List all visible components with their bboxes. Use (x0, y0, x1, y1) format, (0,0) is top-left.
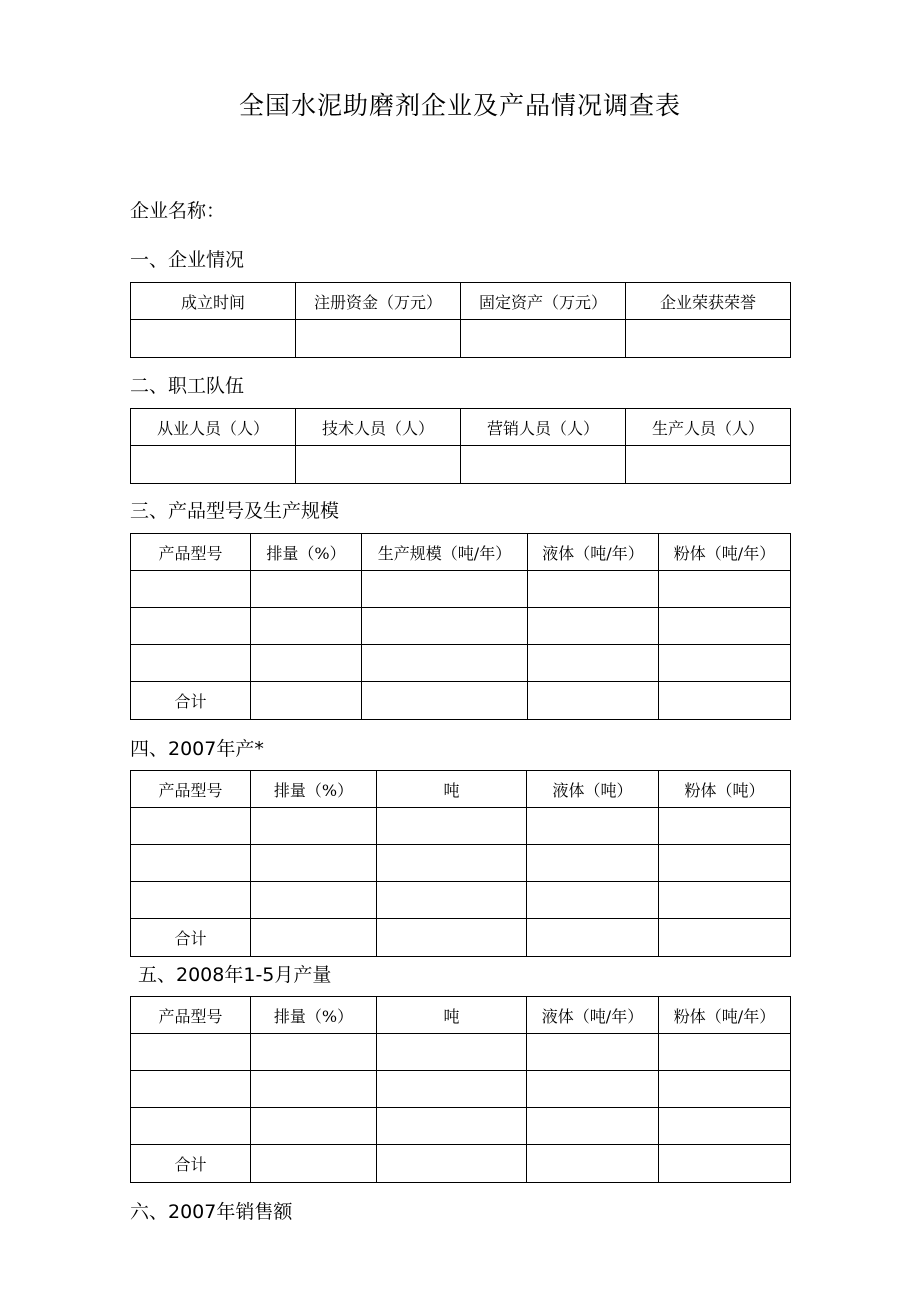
col-header: 排量（%） (251, 997, 377, 1034)
table-row (131, 645, 791, 682)
col-header: 企业荣获荣誉 (626, 283, 791, 320)
input-cell[interactable] (131, 571, 251, 608)
section-4-heading: 四、2007年产* (130, 738, 264, 760)
col-header: 排量（%） (251, 771, 377, 808)
table-row (131, 608, 791, 645)
input-cell[interactable] (251, 682, 362, 720)
input-cell[interactable] (362, 645, 528, 682)
col-header: 粉体（吨） (659, 771, 791, 808)
col-header: 液体（吨/年） (527, 997, 659, 1034)
input-cell[interactable] (527, 808, 659, 845)
total-row (131, 682, 791, 720)
input-cell[interactable] (131, 1071, 251, 1108)
input-cell[interactable] (131, 320, 296, 358)
input-cell[interactable] (251, 1108, 377, 1145)
input-cell[interactable] (251, 1145, 377, 1183)
input-cell[interactable] (296, 320, 461, 358)
input-cell[interactable] (659, 571, 791, 608)
input-cell[interactable] (528, 645, 659, 682)
production-2007-table (130, 770, 791, 957)
product-scale-table (130, 533, 791, 720)
col-header: 粉体（吨/年） (659, 997, 791, 1034)
input-cell[interactable] (527, 1071, 659, 1108)
col-header: 从业人员（人） (131, 409, 296, 446)
col-header: 产品型号 (131, 997, 251, 1034)
table-row (131, 882, 791, 919)
input-cell[interactable] (527, 919, 659, 957)
input-cell[interactable] (377, 882, 527, 919)
col-header: 液体（吨/年） (528, 534, 659, 571)
section-1-heading: 一、企业情况 (130, 249, 245, 271)
input-cell[interactable] (251, 882, 377, 919)
input-cell[interactable] (659, 845, 791, 882)
col-header: 营销人员（人） (461, 409, 626, 446)
input-cell[interactable] (362, 682, 528, 720)
input-cell[interactable] (527, 845, 659, 882)
input-cell[interactable] (362, 571, 528, 608)
input-cell[interactable] (251, 645, 362, 682)
input-cell[interactable] (251, 919, 377, 957)
input-cell[interactable] (377, 808, 527, 845)
input-cell[interactable] (659, 645, 791, 682)
total-row (131, 1145, 791, 1183)
table-row (131, 571, 791, 608)
col-header: 生产人员（人） (626, 409, 791, 446)
input-cell[interactable] (362, 608, 528, 645)
col-header: 产品型号 (131, 771, 251, 808)
input-cell[interactable] (377, 1034, 527, 1071)
input-cell[interactable] (659, 1071, 791, 1108)
col-header: 液体（吨） (527, 771, 659, 808)
col-header: 吨 (377, 997, 527, 1034)
input-cell[interactable] (251, 845, 377, 882)
total-label: 合计 (131, 919, 251, 957)
company-info-table (130, 282, 791, 358)
input-cell[interactable] (659, 882, 791, 919)
table-row (131, 1108, 791, 1145)
input-cell[interactable] (131, 446, 296, 484)
production-2008-table (130, 996, 791, 1183)
input-cell[interactable] (659, 682, 791, 720)
input-cell[interactable] (659, 919, 791, 957)
input-cell[interactable] (626, 446, 791, 484)
input-cell[interactable] (626, 320, 791, 358)
staff-table (130, 408, 791, 484)
col-header: 排量（%） (251, 534, 362, 571)
input-cell[interactable] (131, 808, 251, 845)
input-cell[interactable] (659, 1108, 791, 1145)
section-2-heading: 二、职工队伍 (130, 375, 245, 397)
section-5-heading: 五、2008年1-5月产量 (138, 964, 332, 986)
input-cell[interactable] (377, 1071, 527, 1108)
input-cell[interactable] (131, 1108, 251, 1145)
col-header: 技术人员（人） (296, 409, 461, 446)
input-cell[interactable] (251, 571, 362, 608)
col-header: 注册资金（万元） (296, 283, 461, 320)
input-cell[interactable] (527, 882, 659, 919)
input-cell[interactable] (131, 645, 251, 682)
col-header: 吨 (377, 771, 527, 808)
col-header: 生产规模（吨/年） (362, 534, 528, 571)
input-cell[interactable] (528, 682, 659, 720)
input-cell[interactable] (659, 1145, 791, 1183)
input-cell[interactable] (659, 808, 791, 845)
input-cell[interactable] (659, 1034, 791, 1071)
table-row (131, 808, 791, 845)
table-row (131, 845, 791, 882)
company-name-label: 企业名称： (130, 200, 226, 222)
input-cell[interactable] (527, 1108, 659, 1145)
input-cell[interactable] (251, 1034, 377, 1071)
section-3-heading: 三、产品型号及生产规模 (130, 500, 340, 522)
table-row (131, 1071, 791, 1108)
col-header: 成立时间 (131, 283, 296, 320)
table-row (131, 1034, 791, 1071)
input-cell[interactable] (251, 1071, 377, 1108)
input-cell[interactable] (527, 1034, 659, 1071)
col-header: 固定资产（万元） (461, 283, 626, 320)
input-cell[interactable] (659, 608, 791, 645)
section-6-heading: 六、2007年销售额 (130, 1201, 293, 1223)
input-cell[interactable] (461, 446, 626, 484)
input-cell[interactable] (131, 1034, 251, 1071)
input-cell[interactable] (527, 1145, 659, 1183)
input-cell[interactable] (131, 845, 251, 882)
total-label: 合计 (131, 682, 251, 720)
col-header: 粉体（吨/年） (659, 534, 791, 571)
input-cell[interactable] (528, 608, 659, 645)
input-cell[interactable] (251, 808, 377, 845)
input-cell[interactable] (528, 571, 659, 608)
col-header: 产品型号 (131, 534, 251, 571)
input-cell[interactable] (296, 446, 461, 484)
total-label: 合计 (131, 1145, 251, 1183)
page-title: 全国水泥助磨剂企业及产品情况调查表 (238, 91, 681, 120)
input-cell[interactable] (131, 608, 251, 645)
input-cell[interactable] (377, 1108, 527, 1145)
input-cell[interactable] (131, 882, 251, 919)
input-cell[interactable] (377, 845, 527, 882)
input-cell[interactable] (377, 1145, 527, 1183)
input-cell[interactable] (251, 608, 362, 645)
input-cell[interactable] (461, 320, 626, 358)
input-cell[interactable] (377, 919, 527, 957)
total-row (131, 919, 791, 957)
